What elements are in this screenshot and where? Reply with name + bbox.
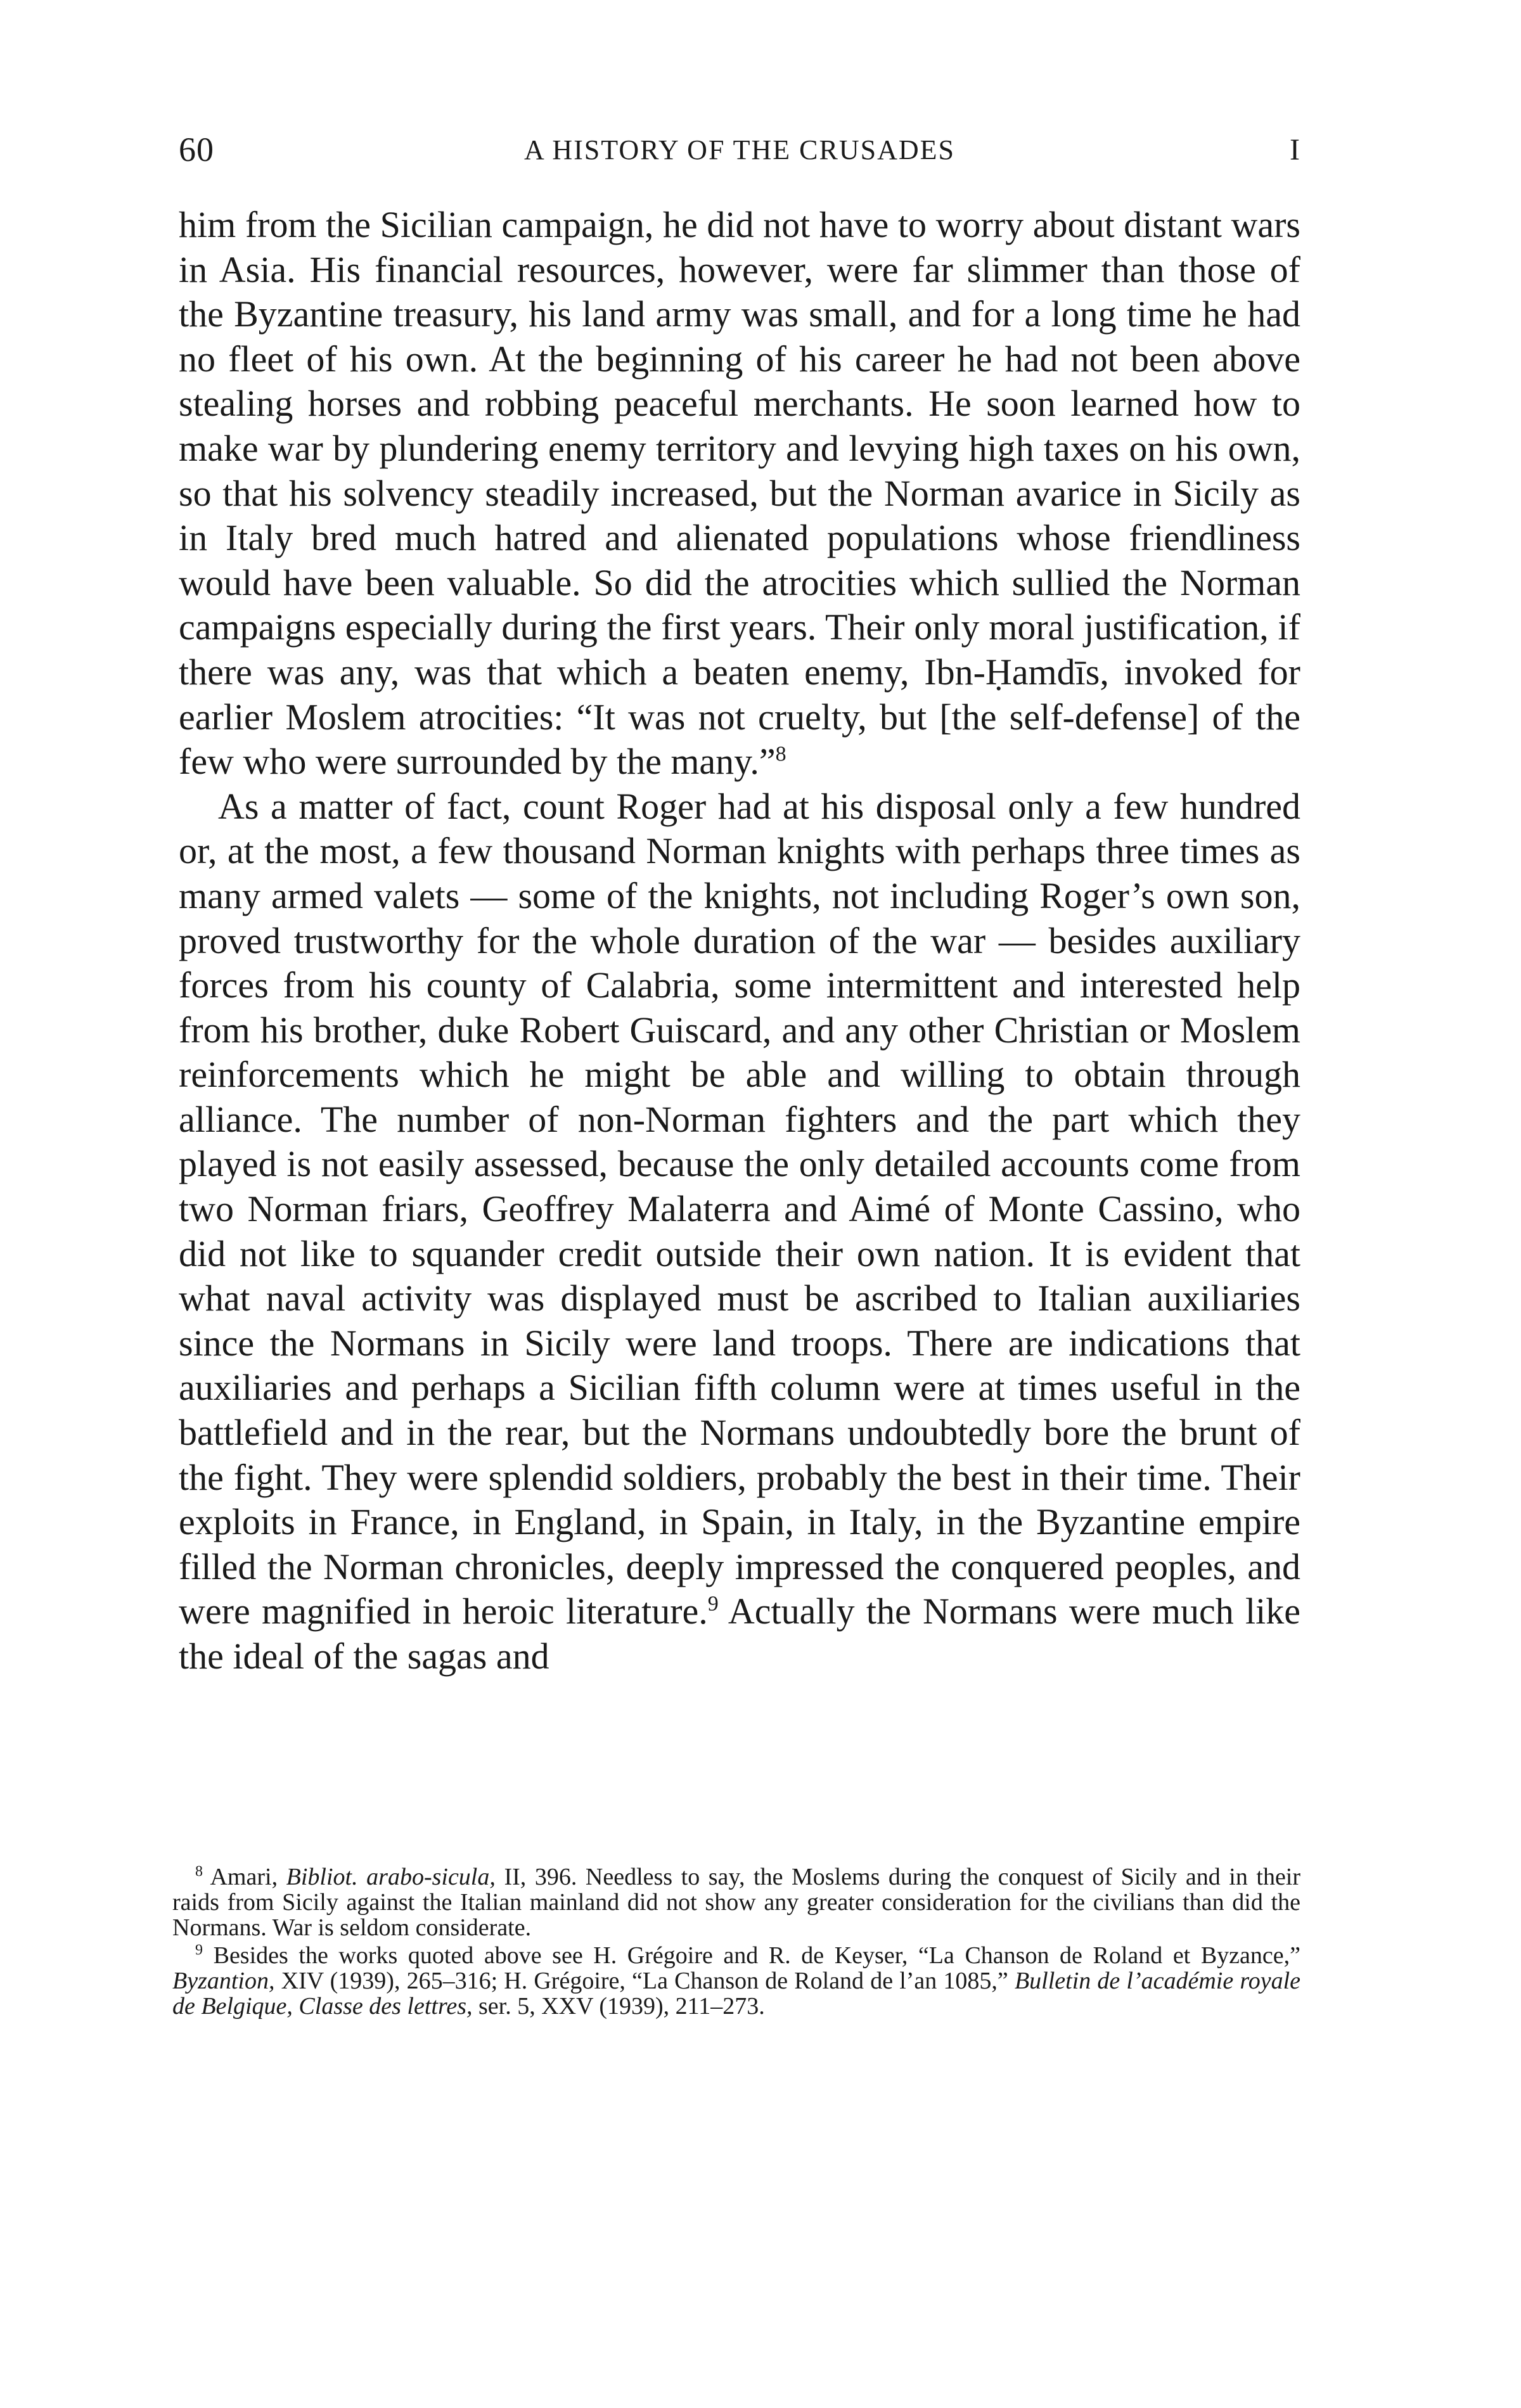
paragraph-2-continuation: Actually the Normans were much like the ideal of the sagas and: [179, 1591, 1300, 1677]
footnote-9: [172, 1943, 1300, 2019]
running-title: A HISTORY OF THE CRUSADES: [524, 134, 955, 165]
footnote-9-text-2: XIV (1939), 265–316; H. Grégoire, “La Chanson de Roland de l’an 1085,”: [281, 1968, 1008, 1994]
footnote-8-text: II, 396. Needless to say, the Moslems during the conquest of Sicily and in their raids from Sicily against the Italian mainland did not show any greater consideration for the civilians than did the Normans. War is seldom considerate.: [172, 1864, 1301, 1941]
chapter-number: I: [1290, 133, 1300, 167]
footnote-9-text-3: ser. 5, XXV (1939), 211–273.: [478, 1993, 765, 2020]
paragraph-2: [179, 785, 1300, 1679]
footnotes: [172, 1864, 1300, 2021]
footnote-8-work: Bibliot. arabo-sicula,: [286, 1864, 496, 1890]
footnote-ref-8[interactable]: 8: [775, 742, 786, 766]
footnote-8: [172, 1864, 1300, 1940]
footnote-number: 8: [195, 1863, 203, 1880]
footnote-8-author: Amari,: [210, 1864, 278, 1890]
running-head: [179, 130, 1300, 174]
paragraph-1: [179, 203, 1300, 785]
footnote-ref-9[interactable]: 9: [707, 1592, 719, 1617]
body-text: [179, 203, 1300, 1679]
footnote-number: 9: [195, 1942, 203, 1959]
page-number: 60: [179, 131, 214, 169]
paragraph-2-text: As a matter of fact, count Roger had at his disposal only a few hundred or, at the most, a few thousand Norman knights with perhaps three times as many armed valets — some of the knights, not including Roger’s own son, proved trustworthy for the whole duration of the war — besides auxiliary forces from his county of Calabria, some intermittent and interested help from his brother, duke Robert Guiscard, and any other Christian or Moslem reinforcements which he might be able and willing to obtain through alliance. The number of non-Norman fighters and the part which they played is not easily assessed, because the only detailed accounts come from two Norman friars, Geoffrey Malaterra and Aimé of Monte Cassino, who did not like to squander credit outside their own nation. It is evident that what naval activity was displayed must be ascribed to Italian auxiliaries since the Normans in Sicily were land troops. There are indications that auxiliaries and perhaps a Sicilian fifth column were at times useful in the battlefield and in the rear, but the Normans undoubtedly bore the brunt of the fight. They were splendid soldiers, probably the best in their time. Their exploits in France, in England, in Spain, in Italy, in the Byzantine empire filled the Norman chronicles, deeply impressed the conquered peoples, and were magnified in heroic literature.: [179, 785, 1300, 1632]
footnote-9-text-1: Besides the works quoted above see H. Grégoire and R. de Keyser, “La Chanson de Roland et Byzance,”: [213, 1942, 1301, 1969]
footnote-9-journal-1: Byzantion,: [172, 1968, 275, 1994]
paragraph-1-text: him from the Sicilian campaign, he did not have to worry about distant wars in Asia. His financial resources, however, were far slimmer than those of the Byzantine treasury, his land army was small, and for a long time he had no fleet of his own. At the beginning of his career he had not been above stealing horses and robbing peaceful merchants. He soon learned how to make war by plundering enemy territory and levying high taxes on his own, so that his solvency steadily increased, but the Norman avarice in Sicily as in Italy bred much hatred and alienated populations whose friendliness would have been valuable. So did the atrocities which sullied the Norman campaigns especially during the first years. Their only moral justification, if there was any, was that which a beaten enemy, Ibn-Ḥamdīs, invoked for earlier Moslem atrocities: “It was not cruelty, but [the self-defense] of the few who were surrounded by the many.”: [179, 204, 1300, 783]
footnote-9-journal-2: Bulletin de l’académie royale de Belgique, Classe des lettres,: [172, 1968, 1301, 2020]
